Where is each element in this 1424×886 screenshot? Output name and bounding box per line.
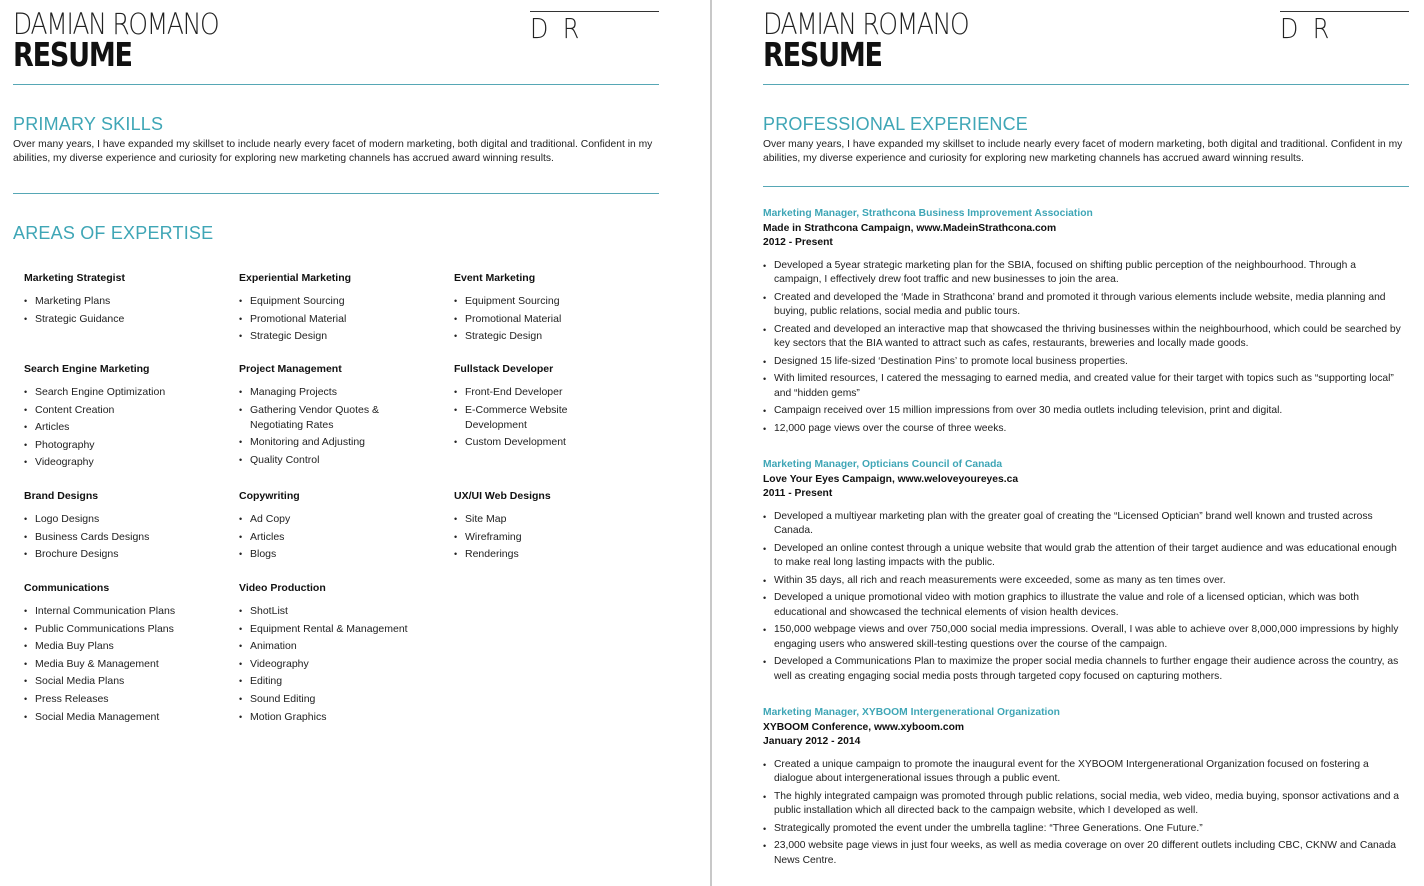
primary-skills-text: Over many years, I have expanded my skillset to include nearly every facet of modern marketing, both digital and traditional. Confident in my abilities, my diverse experience and curiosity for exploring new marketing channels has accrued award winning results.	[13, 139, 653, 164]
job-dates: 2012 - Present	[763, 237, 833, 248]
expertise-area	[239, 582, 409, 727]
monogram: D R	[530, 12, 583, 45]
expertise-item: • Social Media Plans	[24, 674, 194, 689]
expertise-list	[24, 294, 194, 327]
job-dates: 2011 - Present	[763, 488, 833, 499]
expertise-list	[239, 294, 409, 344]
expertise-item: • Quality Control	[239, 453, 409, 468]
job-bullet: • Developed a Communications Plan to maximize the proper social media channels to further engage their audience across the country, as well as creating engaging social media posts through targeted copy focused on capturing mothers.	[763, 655, 1403, 684]
resume-name: DAMIAN ROMANO	[13, 7, 219, 41]
job-title: Marketing Manager, Strathcona Business Improvement Association	[763, 208, 1093, 219]
job-entry	[763, 458, 1403, 687]
expertise-item: • Videography	[24, 455, 194, 470]
job-bullet: • Created and developed an interactive map that showcased the thriving businesses within the neighbourhood, which could be searched by key sectors that the BIA wanted to attract such as cafes, restaurants, breweries and locally made goods.	[763, 323, 1403, 352]
job-campaign: Love Your Eyes Campaign, www.weloveyoureyes.ca	[763, 473, 1019, 485]
expertise-item: • Search Engine Optimization	[24, 385, 194, 400]
job-bullet: • 150,000 webpage views and over 750,000 social media impressions. Overall, I was able to achieve over 8,000,000 impressions by highly engaging users who answered skill-testing questions over the course of the campaign.	[763, 623, 1403, 652]
expertise-item: • Logo Designs	[24, 512, 194, 527]
monogram: D R	[1280, 12, 1333, 45]
expertise-item: • Equipment Sourcing	[454, 294, 579, 309]
expertise-item: • ShotList	[239, 604, 409, 619]
expertise-area-title: Brand Designs	[24, 490, 99, 502]
expertise-area	[454, 272, 579, 347]
section-rule	[763, 186, 1409, 187]
job-bullet: • Created and developed the ‘Made in Strathcona’ brand and promoted it through various elements include website, media planning and buying, public relations, social media and public tours.	[763, 291, 1403, 320]
job-entry	[763, 706, 1403, 871]
job-bullet: • Strategically promoted the event under the umbrella tagline: “Three Generations. One Future.”	[763, 822, 1403, 837]
expertise-item: • Managing Projects	[239, 385, 409, 400]
section-rule	[13, 193, 659, 194]
expertise-item: • Custom Development	[454, 435, 579, 450]
expertise-list	[454, 385, 579, 450]
job-bullet: • With limited resources, I catered the messaging to earned media, and created value for their target with topics such as “supporting local” and “hidden gems”	[763, 372, 1403, 401]
expertise-item: • Articles	[239, 530, 409, 545]
expertise-item: • Sound Editing	[239, 692, 409, 707]
expertise-item: • Brochure Designs	[24, 547, 194, 562]
job-bullet: • 23,000 website page views in just four weeks, as well as media coverage on over 20 different outlets including CBC, CKNW and Canada News Centre.	[763, 839, 1403, 868]
expertise-area	[24, 363, 194, 473]
expertise-area-title: Project Management	[239, 363, 342, 375]
expertise-item: • Motion Graphics	[239, 710, 409, 725]
header-rule	[13, 84, 659, 85]
resume-name: DAMIAN ROMANO	[763, 7, 969, 41]
expertise-list	[24, 385, 194, 470]
expertise-item: • Promotional Material	[454, 312, 579, 327]
expertise-item: • Media Buy & Management	[24, 657, 194, 672]
expertise-item: • Social Media Management	[24, 710, 194, 725]
expertise-item: • Strategic Design	[239, 329, 409, 344]
job-bullet: • Designed 15 life-sized ‘Destination Pins’ to promote local business properties.	[763, 355, 1403, 370]
job-title: Marketing Manager, Opticians Council of Canada	[763, 459, 1003, 470]
job-bullet: • Created a unique campaign to promote the inaugural event for the XYBOOM Intergenerational Organization focused on fostering a dialogue about intergenerational issues through a public event.	[763, 758, 1403, 787]
resume-label: RESUME	[763, 35, 882, 74]
expertise-area	[239, 272, 409, 347]
expertise-item: • Renderings	[454, 547, 579, 562]
expertise-list	[239, 385, 409, 468]
expertise-item: • Business Cards Designs	[24, 530, 194, 545]
job-bullet: • Campaign received over 15 million impressions from over 30 media outlets including television, print and digital.	[763, 404, 1403, 419]
job-bullet: • Developed an online contest through a unique website that would grab the attention of their target audience and was educational enough to make real long lasting impacts with the public.	[763, 542, 1403, 571]
expertise-area-title: Marketing Strategist	[24, 272, 125, 284]
primary-skills-title: PRIMARY SKILLS	[13, 114, 164, 134]
job-bullet: • Developed a unique promotional video with motion graphics to illustrate the value and role of a licensed optician, which was both educational and showcased the technical elements of vision health devices.	[763, 591, 1403, 620]
expertise-area	[239, 363, 409, 470]
expertise-area-title: Video Production	[239, 582, 326, 594]
expertise-item: • Strategic Guidance	[24, 312, 194, 327]
resume-label: RESUME	[13, 35, 132, 74]
expertise-area-title: Fullstack Developer	[454, 363, 554, 375]
expertise-area-title: Experiential Marketing	[239, 272, 352, 284]
expertise-item: • Gathering Vendor Quotes & Negotiating Rates	[239, 403, 409, 433]
job-dates: January 2012 - 2014	[763, 736, 861, 747]
expertise-item: • Photography	[24, 438, 194, 453]
expertise-list	[454, 294, 579, 344]
expertise-area-title: Event Marketing	[454, 272, 536, 284]
expertise-list	[239, 512, 409, 562]
expertise-item: • Articles	[24, 420, 194, 435]
job-bullets	[763, 758, 1403, 869]
job-bullet: • 12,000 page views over the course of three weeks.	[763, 422, 1403, 437]
job-bullets	[763, 510, 1403, 685]
expertise-area	[24, 582, 194, 727]
expertise-list	[24, 512, 194, 562]
expertise-item: • Front-End Developer	[454, 385, 579, 400]
expertise-item: • E-Commerce Website Development	[454, 403, 579, 433]
header-rule	[763, 84, 1409, 85]
job-bullet: • Within 35 days, all rich and reach measurements were exceeded, some as many as ten times over.	[763, 574, 1403, 589]
job-entry	[763, 207, 1403, 439]
expertise-item: • Videography	[239, 657, 409, 672]
expertise-item: • Promotional Material	[239, 312, 409, 327]
expertise-list	[454, 512, 579, 562]
expertise-item: • Wireframing	[454, 530, 579, 545]
job-bullet: • Developed a 5year strategic marketing plan for the SBIA, focused on shifting public perception of the neighbourhood. Through a campaign, I effectively drew foot traffic and new businesses to join the area.	[763, 259, 1403, 288]
expertise-item: • Blogs	[239, 547, 409, 562]
job-campaign: Made in Strathcona Campaign, www.MadeinStrathcona.com	[763, 222, 1057, 234]
expertise-area	[24, 272, 194, 329]
job-bullet: • The highly integrated campaign was promoted through public relations, social media, web video, media buying, sponsor activations and a public installation which all directed back to the campaign website, which I developed as well.	[763, 790, 1403, 819]
expertise-item: • Media Buy Plans	[24, 639, 194, 654]
expertise-area	[454, 490, 579, 565]
expertise-item: • Ad Copy	[239, 512, 409, 527]
expertise-item: • Editing	[239, 674, 409, 689]
experience-title: PROFESSIONAL EXPERIENCE	[763, 114, 1029, 134]
expertise-area-title: Communications	[24, 582, 110, 594]
expertise-area	[239, 490, 409, 565]
expertise-item: • Public Communications Plans	[24, 622, 194, 637]
expertise-item: • Monitoring and Adjusting	[239, 435, 409, 450]
expertise-item: • Press Releases	[24, 692, 194, 707]
job-bullets	[763, 259, 1403, 437]
expertise-item: • Internal Communication Plans	[24, 604, 194, 619]
job-title: Marketing Manager, XYBOOM Intergenerational Organization	[763, 707, 1060, 718]
job-campaign: XYBOOM Conference, www.xyboom.com	[763, 721, 965, 733]
expertise-list	[239, 604, 409, 725]
expertise-area-title: Copywriting	[239, 490, 300, 502]
expertise-list	[24, 604, 194, 725]
expertise-area-title: Search Engine Marketing	[24, 363, 150, 375]
job-bullet: • Developed a multiyear marketing plan with the greater goal of creating the “Licensed Optician” brand well known and trusted across Canada.	[763, 510, 1403, 539]
expertise-item: • Content Creation	[24, 403, 194, 418]
experience-text: Over many years, I have expanded my skillset to include nearly every facet of modern marketing, both digital and traditional. Confident in my abilities, my diverse experience and curiosity for exploring new marketing channels has accrued award winning results.	[763, 139, 1403, 164]
expertise-item: • Site Map	[454, 512, 579, 527]
page-divider	[710, 0, 712, 886]
expertise-item: • Animation	[239, 639, 409, 654]
expertise-item: • Marketing Plans	[24, 294, 194, 309]
areas-title: AREAS OF EXPERTISE	[13, 223, 214, 243]
expertise-item: • Equipment Rental & Management	[239, 622, 409, 637]
expertise-area	[454, 363, 579, 453]
expertise-item: • Equipment Sourcing	[239, 294, 409, 309]
expertise-area-title: UX/UI Web Designs	[454, 490, 551, 502]
expertise-item: • Strategic Design	[454, 329, 579, 344]
expertise-area	[24, 490, 194, 565]
